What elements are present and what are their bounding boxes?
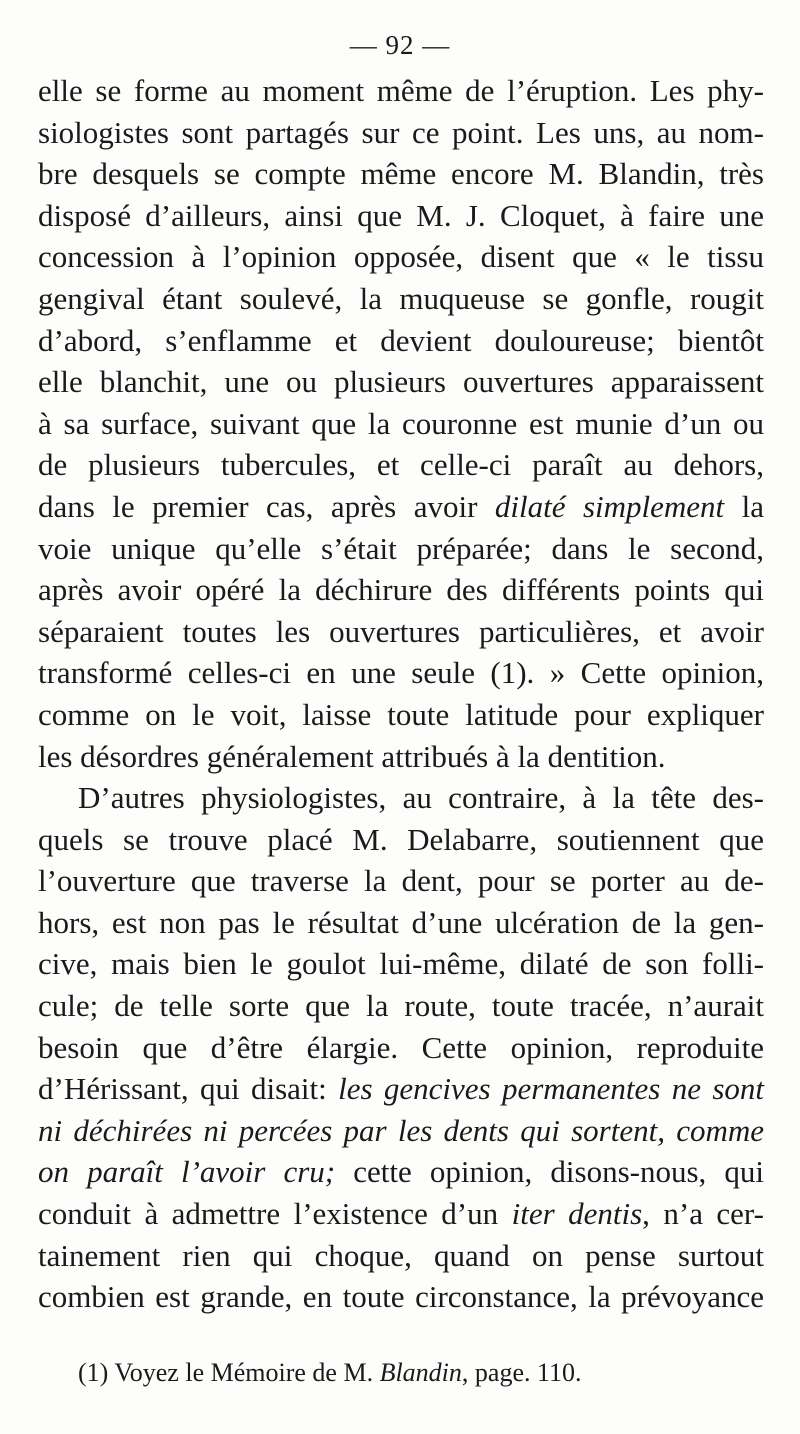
text-segment: cive, mais bien le goulot lui-même, dilaté de son folli- (38, 946, 764, 982)
text-line (38, 1193, 764, 1235)
text-segment: tainement rien qui choque, quand on pense surtout (38, 1237, 764, 1273)
footnote-text: , page. 110. (461, 1358, 582, 1387)
text-segment: transformé celles-ci en une seule (1). » Cette opinion, (38, 655, 764, 691)
text-segment: combien est grande, en toute circonstance, la prévoyance (38, 1279, 764, 1315)
text-segment: D’autres physiologistes, au contraire, à la tête des- (78, 780, 764, 816)
italic-text: iter dentis (511, 1196, 643, 1232)
text-segment: l’ouverture que traverse la dent, pour se porter au de- (38, 863, 764, 899)
text-line (38, 860, 764, 902)
text-line (38, 112, 764, 154)
text-line (38, 985, 764, 1027)
text-segment: conduit à admettre l’existence d’un (38, 1196, 512, 1232)
italic-text: dilaté simplement (494, 488, 725, 524)
text-line (38, 819, 764, 861)
text-segment: elle blanchit, une ou plusieurs ouvertures apparaissent (38, 364, 764, 400)
text-segment: cette opinion, disons-nous, qui (335, 1154, 764, 1190)
text-line (38, 1110, 764, 1152)
footnote (78, 1358, 582, 1388)
text-line (38, 943, 764, 985)
text-line (38, 236, 764, 278)
text-segment: comme on le voit, laisse toute latitude pour expliquer (38, 696, 764, 732)
text-segment: cule; de telle sorte que la route, toute tracée, n’aurait (38, 988, 764, 1024)
text-line (38, 528, 764, 570)
text-line (38, 777, 764, 819)
text-line (38, 195, 764, 237)
text-line (38, 694, 764, 736)
text-segment: concession à l’opinion opposée, disent que « le tissu (38, 239, 764, 275)
footnote-italic-text: Blandin (379, 1358, 462, 1387)
text-segment: bre desquels se compte même encore M. Blandin, très (38, 156, 764, 192)
text-segment: séparaient toutes les ouvertures particulières, et avoir (38, 613, 764, 649)
text-line (38, 569, 764, 611)
text-line (38, 70, 764, 112)
page-number: — 92 — (349, 30, 451, 60)
text-line (38, 403, 764, 445)
text-line (38, 486, 764, 528)
text-segment: d’abord, s’enflamme et devient douloureuse; bientôt (38, 322, 764, 358)
text-line (38, 1068, 764, 1110)
text-segment: hors, est non pas le résultat d’une ulcération de la gen- (38, 904, 764, 940)
text-segment: gengival étant soulevé, la muqueuse se gonfle, rougit (38, 280, 764, 316)
text-line (38, 1276, 764, 1318)
body-text (38, 70, 764, 1318)
text-segment: de plusieurs tubercules, et celle-ci paraît au dehors, (38, 447, 764, 483)
text-line (38, 361, 764, 403)
italic-text: les gencives permanentes ne sont (338, 1071, 765, 1107)
text-segment: elle se forme au moment même de l’éruption. Les phy- (38, 73, 764, 108)
text-line (38, 1027, 764, 1069)
text-line (38, 1235, 764, 1277)
text-segment: disposé d’ailleurs, ainsi que M. J. Cloquet, à faire une (38, 197, 764, 233)
footnote-text: (1) Voyez le Mémoire de M. (78, 1358, 380, 1387)
text-segment: la (724, 488, 765, 524)
italic-text: on paraît l’avoir cru; (38, 1154, 336, 1190)
text-line (38, 320, 764, 362)
text-segment: quels se trouve placé M. Delabarre, soutiennent que (38, 821, 764, 857)
text-line (38, 444, 764, 486)
text-line (38, 736, 764, 778)
italic-text: ni déchirées ni percées par les dents qui sortent, comme (38, 1112, 764, 1148)
text-line (38, 652, 764, 694)
text-segment: après avoir opéré la déchirure des différents points qui (38, 572, 764, 608)
text-segment: siologistes sont partagés sur ce point. Les uns, au nom- (38, 114, 764, 150)
text-line (38, 611, 764, 653)
text-segment: dans le premier cas, après avoir (38, 488, 495, 524)
text-segment: à sa surface, suivant que la couronne est munie d’un ou (38, 405, 764, 441)
text-line (38, 278, 764, 320)
text-segment: , n’a cer- (642, 1196, 764, 1232)
text-line (38, 153, 764, 195)
text-line (38, 902, 764, 944)
text-segment: voie unique qu’elle s’était préparée; dans le second, (38, 530, 764, 566)
text-segment: besoin que d’être élargie. Cette opinion, reproduite (38, 1029, 764, 1065)
text-segment: les désordres généralement attribués à la dentition. (38, 738, 666, 774)
text-line (38, 1151, 764, 1193)
text-segment: d’Hérissant, qui disait: (38, 1071, 339, 1107)
